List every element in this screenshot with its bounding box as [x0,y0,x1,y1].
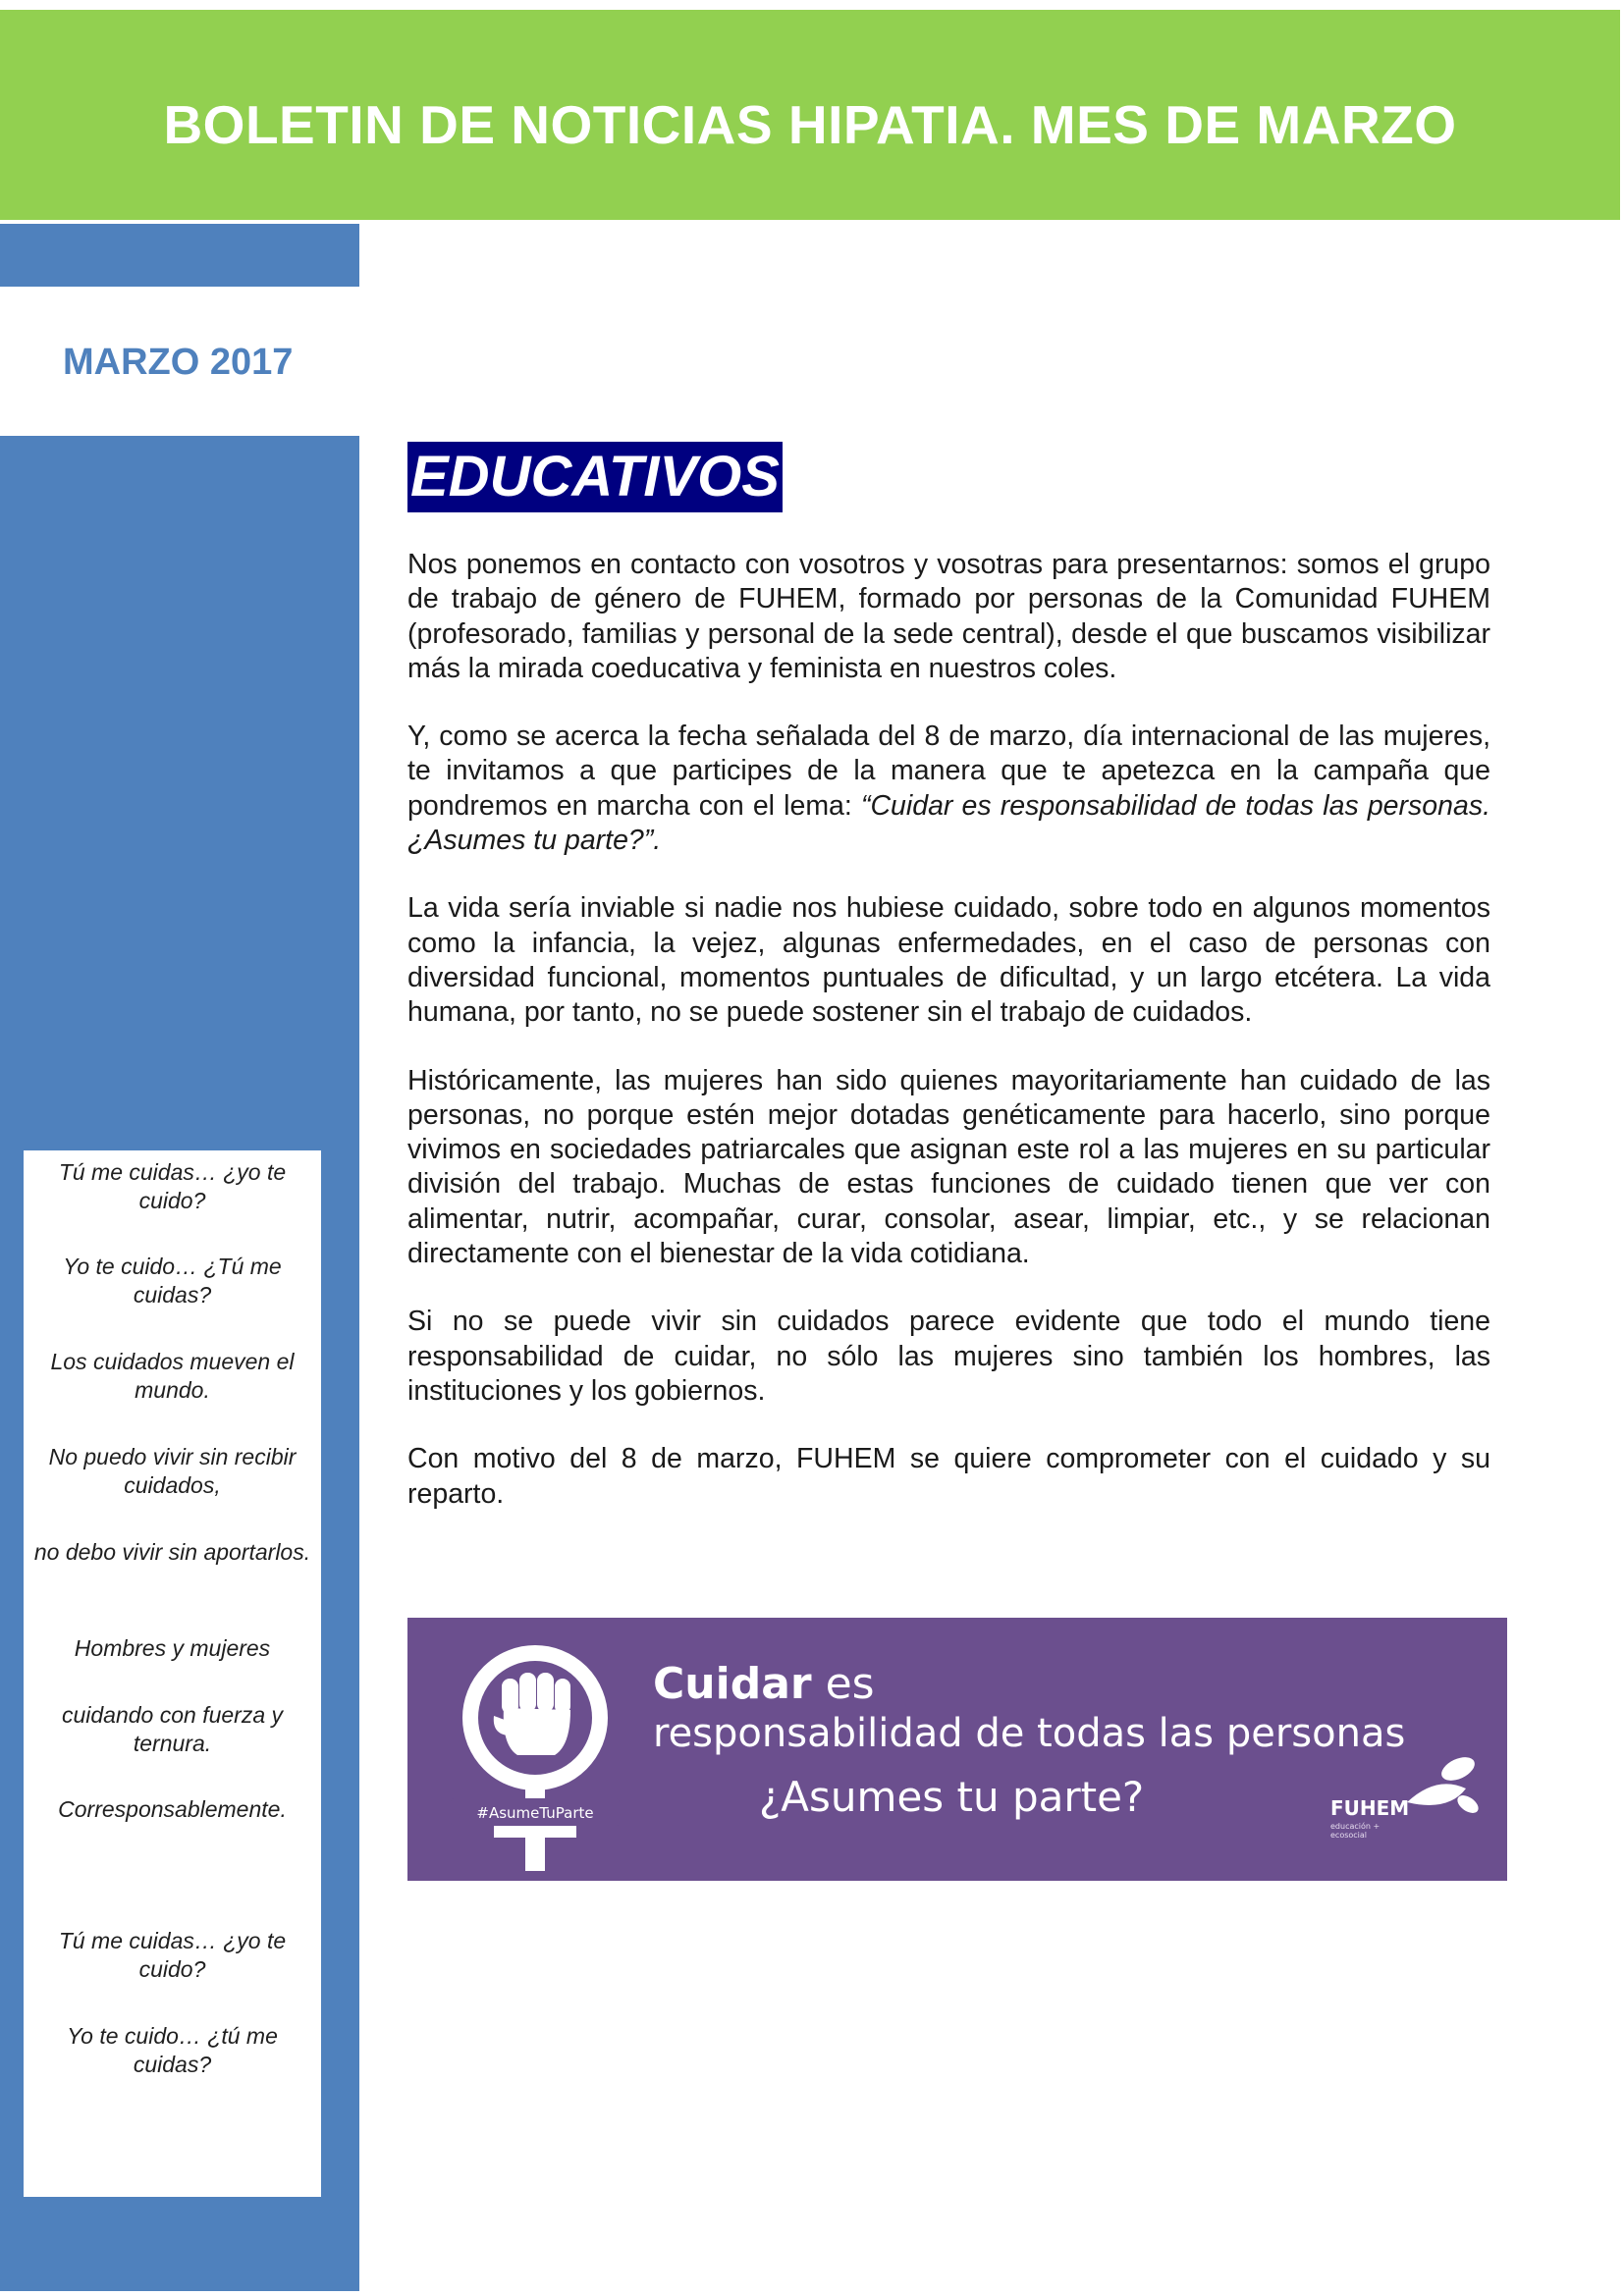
article-paragraph [407,720,1490,858]
fuhem-wordmark: FUHEM [1330,1796,1410,1820]
banner-line-2-rest: de todas las personas [962,1711,1406,1756]
article-body [407,548,1490,1545]
issue-date: MARZO 2017 [63,342,294,383]
sidebar-quote: Tú me cuidas… ¿yo te cuido? [58,1159,287,1213]
article-paragraph: Históricamente, las mujeres han sido quienes mayoritariamente han cuidado de las personas, no porque estén mejor dotadas genéticamente para hacerlo, sino porque vivimos en sociedades patriarcales que asignan este rol a las mujeres en su particular división del trabajo. Muchas de estas funciones de cuidado tienen que ver con alimentar, nutrir, acompañar, curar, consolar, asear, limpiar, etc., y se relacionan directamente con el bienestar de la vida cotidiana. [407,1064,1490,1270]
article-paragraph: La vida sería inviable si nadie nos hubiese cuidado, sobre todo en algunos momentos como la infancia, la vejez, algunas enfermedades, en el caso de personas con diversidad funcional, momentos puntuales de dificultad, y un largo etcétera. La vida humana, por tanto, no se puede sostener sin el trabajo de cuidados. [407,892,1490,1029]
sidebar-quote: Los cuidados mueven el mundo. [50,1349,295,1403]
paragraph-text: Y, como se acerca la fecha señalada del 8 de marzo, día internacional de las mujeres, te invitamos a que participes de la manera que te apetezca en la campaña que pondremos en marcha con el lema: [407,721,1490,822]
section-heading: EDUCATIVOS [407,442,783,512]
article-paragraph: Nos ponemos en contacto con vosotros y vosotras para presentarnos: somos el grupo de trabajo de género de FUHEM, formado por personas de la Comunidad FUHEM (profesorado, familias y personal de la sede central), desde el que buscamos visibilizar más la mirada coeducativa y feminista en nuestros coles. [407,549,1490,684]
sidebar-quote: No puedo vivir sin recibir cuidados, [48,1444,297,1498]
fuhem-leaf-icon [1397,1755,1486,1824]
sidebar [0,436,359,2291]
fuhem-logo [1330,1755,1488,1853]
sidebar-quote: Tú me cuidas… ¿yo te cuido? [58,1928,287,1982]
banner-word-cuidar: Cuidar [653,1659,812,1709]
banner-line-1 [653,1659,1405,1709]
sidebar-quote: no debo vivir sin aportarlos. [33,1539,311,1565]
decorative-blue-block [0,224,359,287]
article-paragraph: Si no se puede vivir sin cuidados parece evidente que todo el mundo tiene responsabilidad de cuidar, no sólo las mujeres sino también los hombres, las instituciones y los gobiernos. [407,1306,1490,1407]
article-paragraph: Con motivo del 8 de marzo, FUHEM se quiere comprometer con el cuidado y su reparto. [407,1443,1490,1510]
banner-word-es: es [811,1659,875,1709]
venus-fist-icon [447,1639,623,1875]
hashtag-label: #AsumeTuParte [476,1804,594,1822]
banner-text [653,1659,1406,1821]
fuhem-tagline: educación + ecosocial [1330,1822,1380,1840]
banner-word-responsabilidad: responsabilidad [653,1711,963,1756]
campaign-banner [407,1618,1507,1881]
banner-question: ¿Asumes tu parte? [759,1773,1145,1821]
quote-box [24,1150,321,2197]
sidebar-quote: cuidando con fuerza y ternura. [61,1702,284,1756]
sidebar-quote: Yo te cuido… ¿Tú me cuidas? [63,1254,282,1308]
sidebar-quote: Hombres y mujeres [74,1635,271,1661]
newsletter-title: BOLETIN DE NOTICIAS HIPATIA. MES DE MARZO [163,94,1457,155]
banner-line-2 [653,1712,1405,1755]
campaign-slogan: “Cuidar es responsabilidad de todas las personas. ¿Asumes tu parte?”. [407,789,1490,857]
sidebar-quote: Corresponsablemente. [58,1796,287,1822]
header-band [0,10,1620,220]
sidebar-quote: Yo te cuido… ¿tú me cuidas? [67,2023,278,2077]
